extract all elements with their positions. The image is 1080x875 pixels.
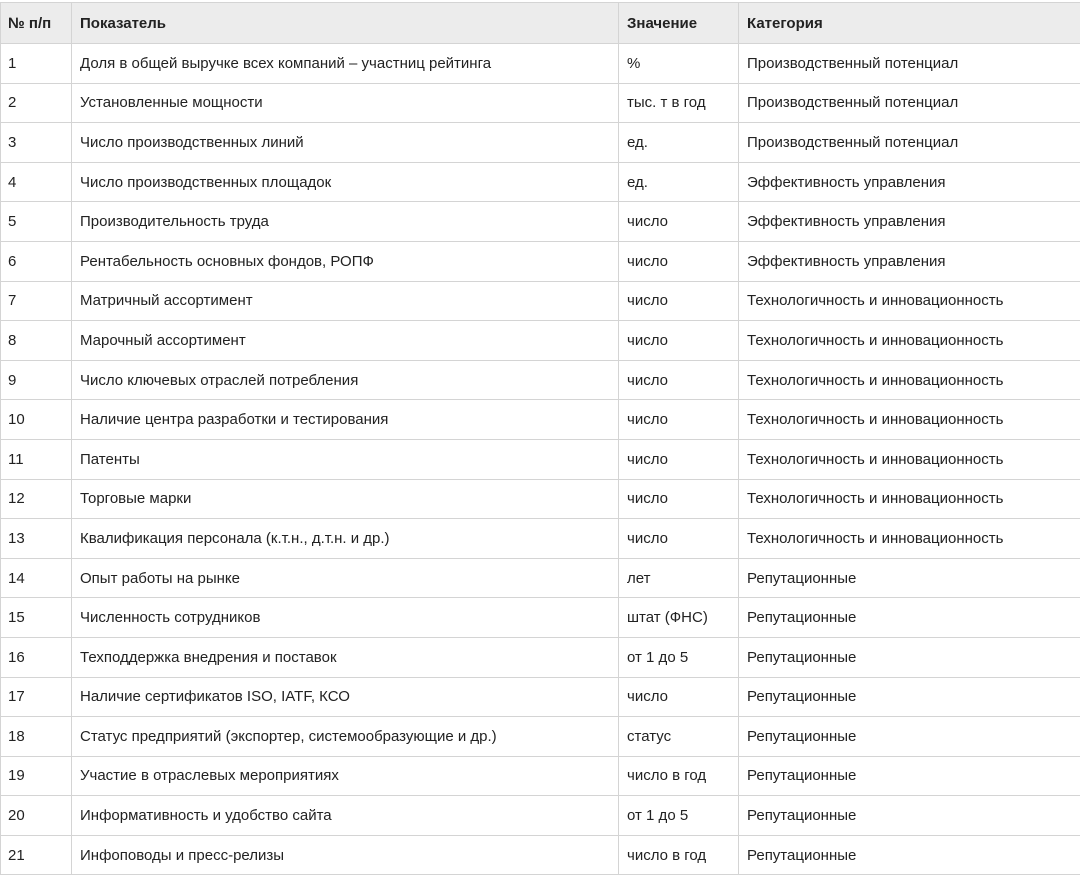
cell-value: от 1 до 5 xyxy=(619,796,739,836)
header-category: Категория xyxy=(739,3,1080,44)
cell-value: статус xyxy=(619,717,739,757)
cell-indicator: Наличие сертификатов ISO, IATF, КСО xyxy=(72,677,619,717)
cell-value: число xyxy=(619,519,739,559)
cell-indicator: Число производственных площадок xyxy=(72,162,619,202)
cell-number: 9 xyxy=(1,360,72,400)
header-indicator: Показатель xyxy=(72,3,619,44)
cell-category: Репутационные xyxy=(739,835,1080,875)
cell-number: 21 xyxy=(1,835,72,875)
cell-number: 8 xyxy=(1,321,72,361)
cell-value: % xyxy=(619,44,739,84)
cell-value: лет xyxy=(619,558,739,598)
cell-number: 10 xyxy=(1,400,72,440)
cell-category: Репутационные xyxy=(739,756,1080,796)
cell-indicator: Патенты xyxy=(72,439,619,479)
cell-value: число xyxy=(619,400,739,440)
cell-category: Эффективность управления xyxy=(739,202,1080,242)
cell-value: число xyxy=(619,360,739,400)
cell-indicator: Информативность и удобство сайта xyxy=(72,796,619,836)
cell-value: число xyxy=(619,479,739,519)
cell-number: 17 xyxy=(1,677,72,717)
cell-value: число в год xyxy=(619,835,739,875)
cell-number: 12 xyxy=(1,479,72,519)
cell-indicator: Марочный ассортимент xyxy=(72,321,619,361)
table-header xyxy=(1,3,1080,44)
cell-indicator: Инфоповоды и пресс-релизы xyxy=(72,835,619,875)
cell-number: 19 xyxy=(1,756,72,796)
cell-indicator: Техподдержка внедрения и поставок xyxy=(72,637,619,677)
table-row xyxy=(1,598,1080,638)
table-row xyxy=(1,83,1080,123)
header-value: Значение xyxy=(619,3,739,44)
cell-category: Технологичность и инновационность xyxy=(739,519,1080,559)
cell-value: число xyxy=(619,281,739,321)
indicators-table-container xyxy=(0,2,1080,875)
cell-indicator: Число производственных линий xyxy=(72,123,619,163)
cell-indicator: Участие в отраслевых мероприятиях xyxy=(72,756,619,796)
table-row xyxy=(1,360,1080,400)
cell-category: Технологичность и инновационность xyxy=(739,439,1080,479)
table-row xyxy=(1,321,1080,361)
table-row xyxy=(1,400,1080,440)
cell-category: Репутационные xyxy=(739,796,1080,836)
table-row xyxy=(1,479,1080,519)
cell-category: Технологичность и инновационность xyxy=(739,400,1080,440)
cell-value: число xyxy=(619,677,739,717)
cell-number: 3 xyxy=(1,123,72,163)
cell-indicator: Рентабельность основных фондов, РОПФ xyxy=(72,241,619,281)
cell-indicator: Производительность труда xyxy=(72,202,619,242)
table-row xyxy=(1,439,1080,479)
cell-category: Репутационные xyxy=(739,598,1080,638)
cell-category: Эффективность управления xyxy=(739,241,1080,281)
table-row xyxy=(1,677,1080,717)
cell-value: число xyxy=(619,321,739,361)
cell-value: ед. xyxy=(619,123,739,163)
cell-number: 1 xyxy=(1,44,72,84)
cell-indicator: Доля в общей выручке всех компаний – участниц рейтинга xyxy=(72,44,619,84)
cell-value: число xyxy=(619,202,739,242)
cell-number: 7 xyxy=(1,281,72,321)
table-row xyxy=(1,202,1080,242)
cell-indicator: Статус предприятий (экспортер, системообразующие и др.) xyxy=(72,717,619,757)
cell-indicator: Наличие центра разработки и тестирования xyxy=(72,400,619,440)
cell-value: число xyxy=(619,241,739,281)
cell-category: Репутационные xyxy=(739,558,1080,598)
cell-category: Технологичность и инновационность xyxy=(739,281,1080,321)
cell-number: 2 xyxy=(1,83,72,123)
cell-value: ед. xyxy=(619,162,739,202)
cell-indicator: Число ключевых отраслей потребления xyxy=(72,360,619,400)
cell-indicator: Численность сотрудников xyxy=(72,598,619,638)
table-row xyxy=(1,123,1080,163)
cell-indicator: Опыт работы на рынке xyxy=(72,558,619,598)
cell-indicator: Квалификация персонала (к.т.н., д.т.н. и др.) xyxy=(72,519,619,559)
cell-category: Репутационные xyxy=(739,637,1080,677)
table-row xyxy=(1,637,1080,677)
cell-category: Производственный потенциал xyxy=(739,83,1080,123)
indicators-table xyxy=(0,2,1080,875)
table-row xyxy=(1,162,1080,202)
cell-value: штат (ФНС) xyxy=(619,598,739,638)
table-row xyxy=(1,756,1080,796)
cell-number: 16 xyxy=(1,637,72,677)
cell-value: число xyxy=(619,439,739,479)
cell-category: Технологичность и инновационность xyxy=(739,321,1080,361)
header-number: № п/п xyxy=(1,3,72,44)
cell-category: Репутационные xyxy=(739,677,1080,717)
cell-value: тыс. т в год xyxy=(619,83,739,123)
cell-number: 5 xyxy=(1,202,72,242)
cell-value: число в год xyxy=(619,756,739,796)
cell-category: Производственный потенциал xyxy=(739,123,1080,163)
cell-number: 11 xyxy=(1,439,72,479)
table-body xyxy=(1,44,1080,875)
cell-category: Технологичность и инновационность xyxy=(739,360,1080,400)
cell-number: 18 xyxy=(1,717,72,757)
cell-number: 20 xyxy=(1,796,72,836)
cell-number: 13 xyxy=(1,519,72,559)
table-row xyxy=(1,717,1080,757)
cell-number: 4 xyxy=(1,162,72,202)
cell-number: 6 xyxy=(1,241,72,281)
cell-category: Эффективность управления xyxy=(739,162,1080,202)
table-row xyxy=(1,519,1080,559)
cell-indicator: Торговые марки xyxy=(72,479,619,519)
cell-category: Репутационные xyxy=(739,717,1080,757)
table-row xyxy=(1,835,1080,875)
cell-indicator: Установленные мощности xyxy=(72,83,619,123)
cell-category: Производственный потенциал xyxy=(739,44,1080,84)
table-row xyxy=(1,558,1080,598)
table-row xyxy=(1,281,1080,321)
header-row xyxy=(1,3,1080,44)
cell-indicator: Матричный ассортимент xyxy=(72,281,619,321)
table-row xyxy=(1,796,1080,836)
table-row xyxy=(1,241,1080,281)
cell-number: 14 xyxy=(1,558,72,598)
table-row xyxy=(1,44,1080,84)
cell-number: 15 xyxy=(1,598,72,638)
cell-value: от 1 до 5 xyxy=(619,637,739,677)
cell-category: Технологичность и инновационность xyxy=(739,479,1080,519)
